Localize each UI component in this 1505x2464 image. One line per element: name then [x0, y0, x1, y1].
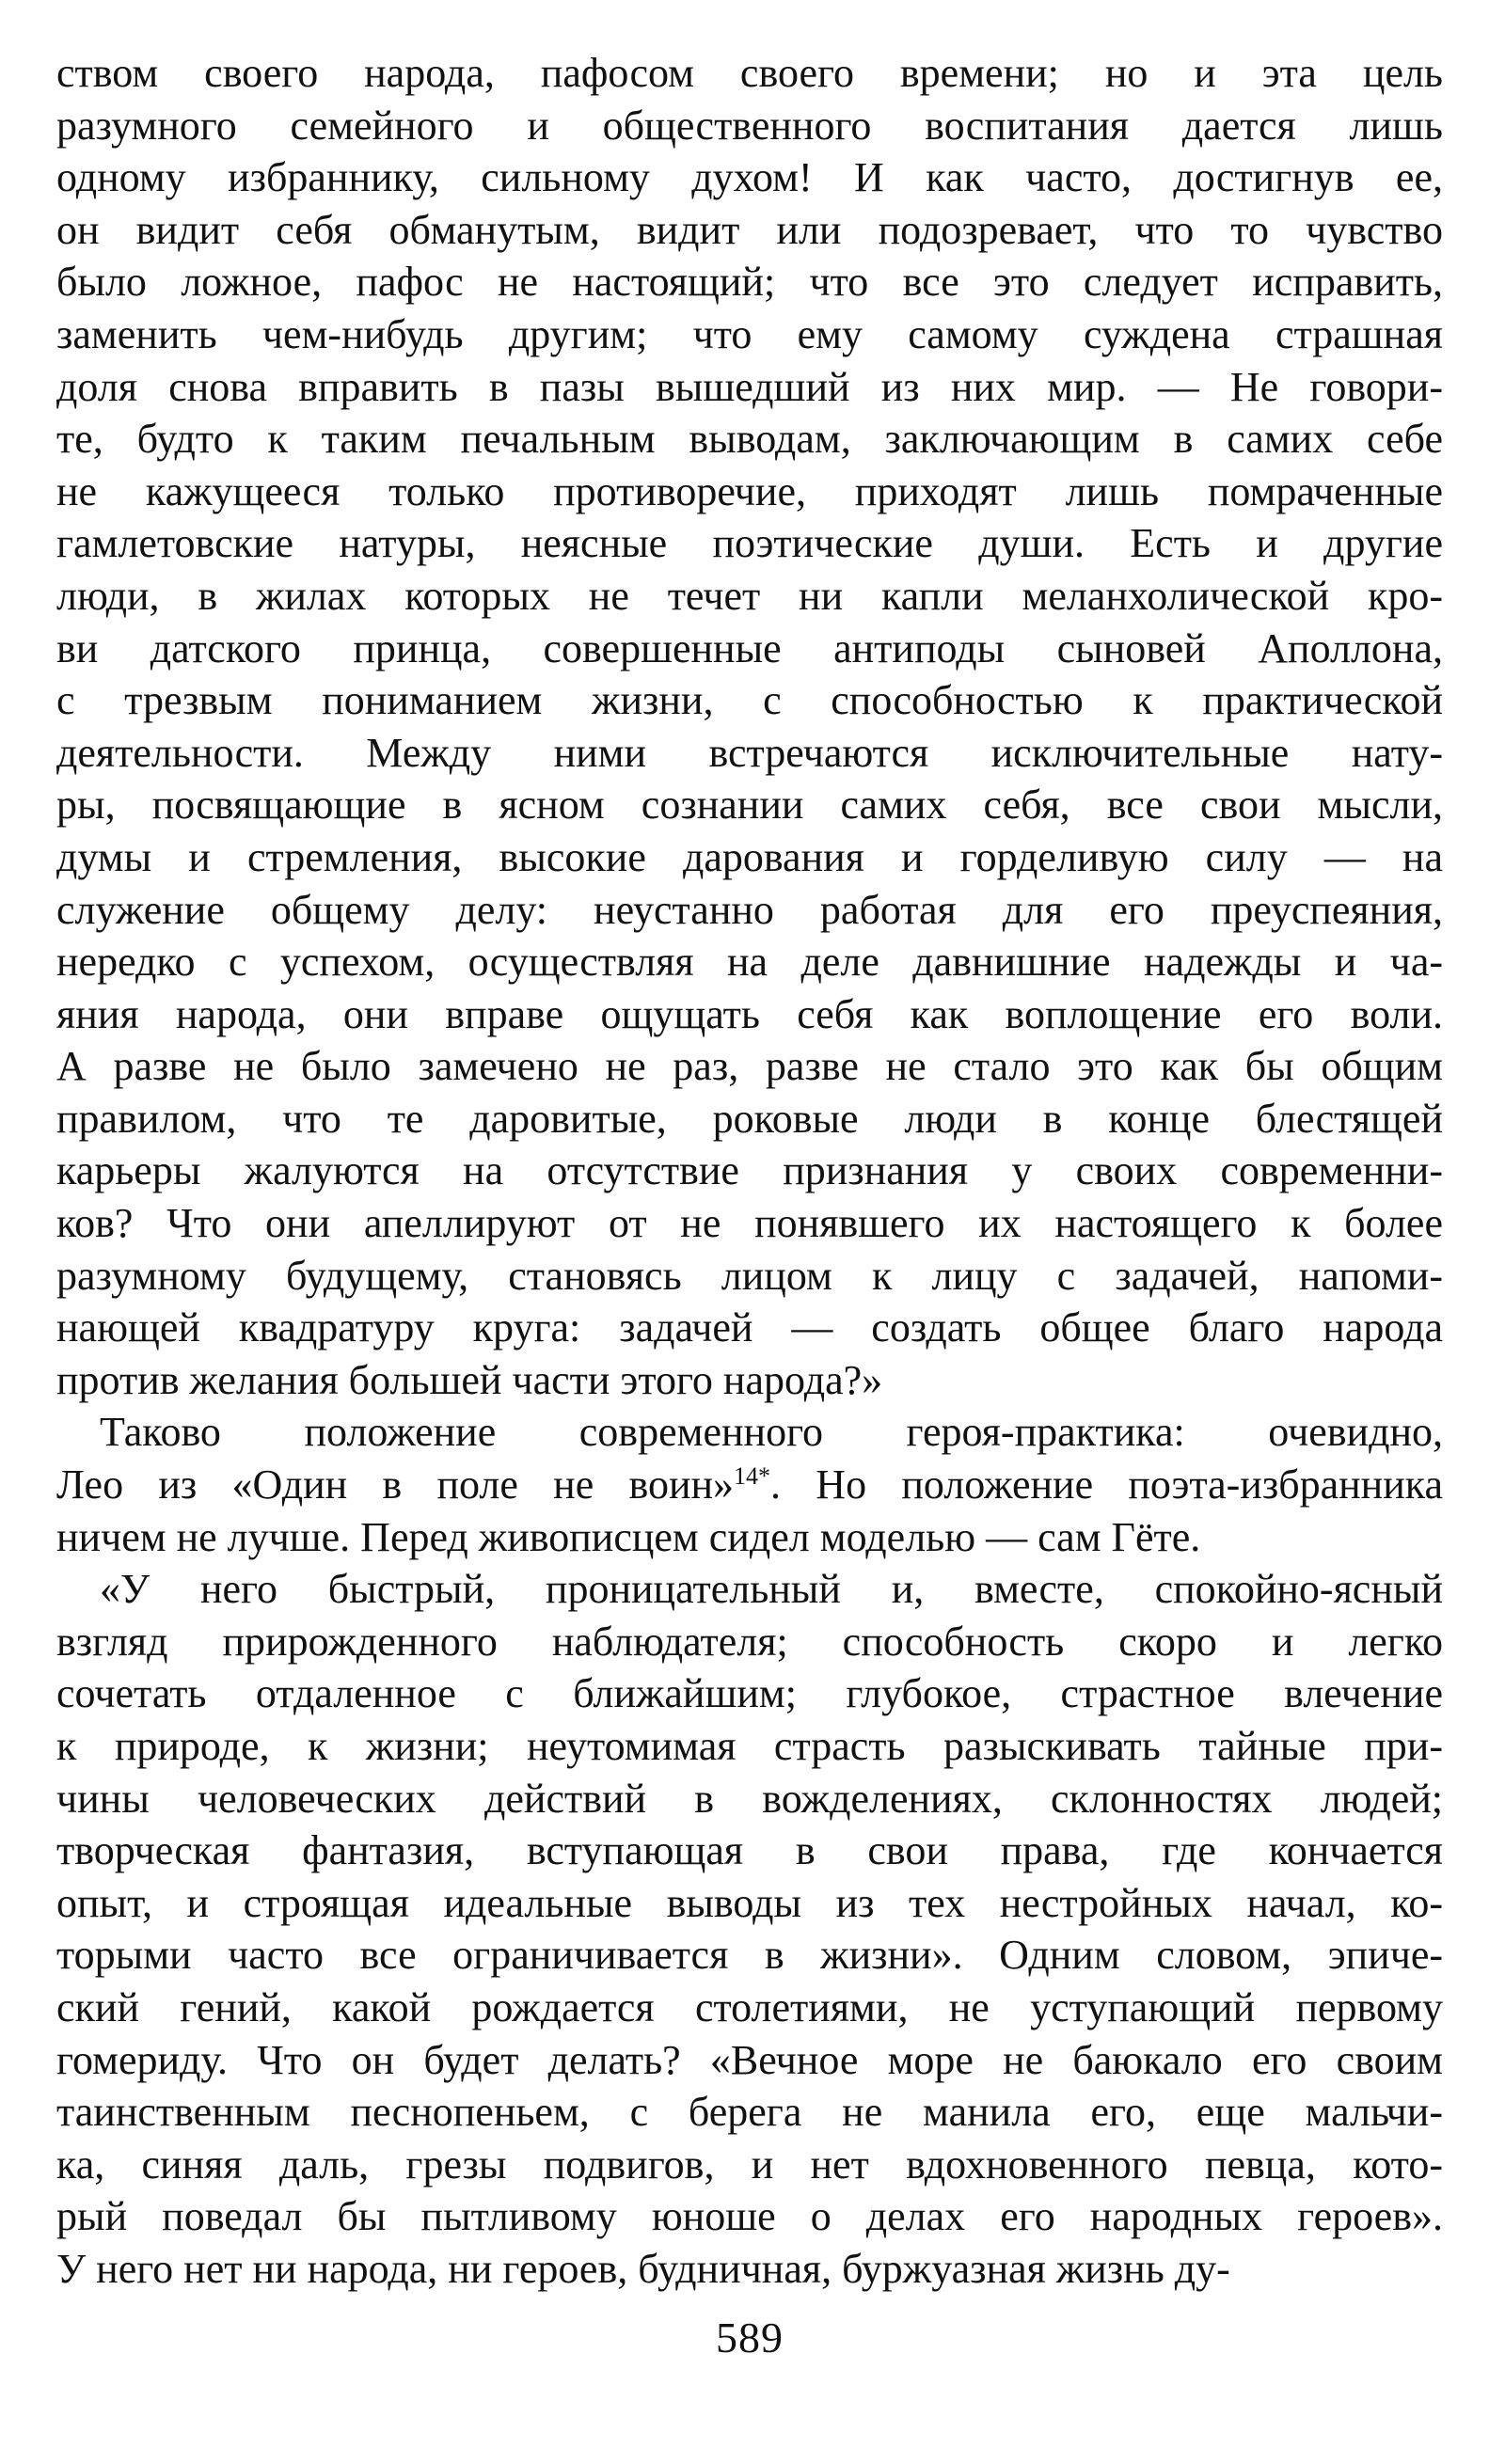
text-line: гомериду. Что он будет делать? «Вечное море не баюкало его своим: [56, 2036, 1443, 2083]
paragraph-1: [56, 47, 1443, 1406]
text-line: «У него быстрый, проницательный и, вместе, спокойно-ясный: [100, 1566, 1443, 1613]
text-line: ка, синяя даль, грезы подвигов, и нет вдохновенного певца, кото-: [56, 2140, 1443, 2188]
text-line: было ложное, пафос не настоящий; что все это следует исправить,: [56, 259, 1443, 306]
text-line: люди, в жилах которых не течет ни капли меланхолической кро-: [56, 572, 1443, 619]
text-line: нающей квадратуру круга: задачей — создать общее благо народа: [56, 1304, 1443, 1351]
footnote-marker[interactable]: 14*: [734, 1462, 771, 1491]
text-line: У него нет ни народа, ни героев, будничная, буржуазная жизнь ду-: [56, 2245, 1230, 2292]
text-line: к природе, к жизни; неутомимая страсть разыскивать тайные при-: [56, 1723, 1443, 1769]
text-line: ством своего народа, пафосом своего времени; но и эта цель: [56, 50, 1443, 96]
text-line: разумного семейного и общественного воспитания дается лишь: [56, 102, 1443, 149]
text-line: Таково положение современного героя-практика: очевидно,: [100, 1409, 1443, 1456]
text-line: нередко с успехом, осуществляя на деле давнишние надежды и ча-: [56, 939, 1443, 986]
text-line: заменить чем-нибудь другим; что ему самому суждена страшная: [56, 310, 1443, 357]
text-line: с трезвым пониманием жизни, с способностью к практической: [56, 677, 1443, 724]
paragraph-2: [56, 1406, 1443, 1563]
text-line: карьеры жалуются на отсутствие признания у своих современни-: [56, 1147, 1443, 1194]
paragraph-3: [56, 1563, 1443, 2295]
text-line: деятельности. Между ними встречаются исключительные нату-: [56, 729, 1443, 776]
text-line: доля снова вправить в пазы вышедший из них мир. — Не говори-: [56, 363, 1443, 410]
text-line: ры, посвящающие в ясном сознании самих себя, все свои мысли,: [56, 782, 1443, 829]
text-line: яния народа, они вправе ощущать себя как воплощение его воли.: [56, 990, 1443, 1037]
text-line: ви датского принца, совершенные антиподы сыновей Аполлона,: [56, 624, 1443, 671]
text-line: торыми часто все ограничивается в жизни». Одним словом, эпиче-: [56, 1932, 1443, 1979]
text-line: не кажущееся только противоречие, приходят лишь помраченные: [56, 467, 1443, 514]
text-line: ский гений, какой рождается столетиями, не уступающий первому: [56, 1983, 1443, 2030]
text-line: [56, 1459, 1443, 1511]
page-number: 589: [716, 2314, 784, 2361]
text-line: взгляд прирожденного наблюдателя; способность скоро и легко: [56, 1618, 1443, 1665]
text-line: таинственным песнопеньем, с берега не манила его, еще мальчи-: [56, 2089, 1443, 2136]
text-line: он видит себя обманутым, видит или подозревает, что то чувство: [56, 206, 1443, 253]
book-page: [56, 47, 1443, 2455]
text-line: творческая фантазия, вступающая в свои права, где кончается: [56, 1827, 1443, 1874]
text-line-head: Лео из «Один в поле не воин»: [56, 1461, 735, 1508]
text-line: А разве не было замечено не раз, разве не стало это как бы общим: [56, 1043, 1443, 1090]
text-line: ков? Что они апеллируют от не понявшего их настоящего к более: [56, 1200, 1443, 1247]
text-line: одному избраннику, сильному духом! И как часто, достигнув ее,: [56, 154, 1443, 201]
text-line-tail: . Но положение поэта-избранника: [770, 1461, 1443, 1508]
text-line: правилом, что те даровитые, роковые люди в конце блестящей: [56, 1095, 1443, 1142]
text-line: опыт, и строящая идеальные выводы из тех нестройных начал, ко-: [56, 1879, 1443, 1926]
text-line: ничем не лучше. Перед живописцем сидел моделью — сам Гёте.: [56, 1513, 1201, 1560]
text-line: те, будто к таким печальным выводам, заключающим в самих себе: [56, 416, 1443, 463]
text-line: рый поведал бы пытливому юноше о делах его народных героев».: [56, 2193, 1443, 2240]
text-line: сочетать отдаленное с ближайшим; глубокое, страстное влечение: [56, 1670, 1443, 1717]
text-line: гамлетовские натуры, неясные поэтические души. Есть и другие: [56, 520, 1443, 567]
text-line: чины человеческих действий в вожделениях, склонностях людей;: [56, 1775, 1443, 1822]
text-line: думы и стремления, высокие дарования и горделивую силу — на: [56, 833, 1443, 880]
text-line: разумному будущему, становясь лицом к лицу с задачей, напоми-: [56, 1252, 1443, 1299]
text-line: против желания большей части этого народа?»: [56, 1356, 883, 1403]
text-line: служение общему делу: неустанно работая для его преуспеяния,: [56, 886, 1443, 933]
